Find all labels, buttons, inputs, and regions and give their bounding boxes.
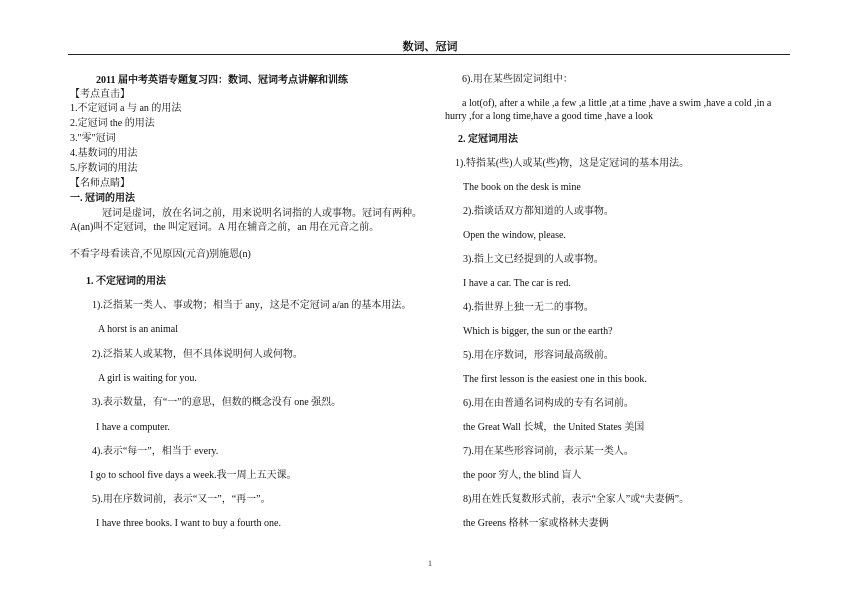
kaodian-item: 5.序数词的用法 — [70, 163, 138, 174]
example-sentence: The first lesson is the easiest one in this book. — [463, 374, 647, 385]
usage-point: 6).用在某些固定词组中： — [462, 74, 573, 85]
example-sentence: I have three books. I want to buy a fourth one. — [96, 518, 281, 529]
example-sentence: the Greens 格林一家或格林夫妻俩 — [463, 518, 609, 529]
intro-text: 冠词是虚词，放在名词之前，用来说明名词指的人或事物。冠词有两种。 — [102, 208, 422, 219]
example-sentence: I go to school five days a week.我一周上五天课。 — [90, 470, 297, 481]
example-sentence: Open the window, please. — [463, 230, 566, 241]
usage-point: 5).用在序数词前，表示“又一”，“再一”。 — [92, 494, 271, 505]
usage-point: 5).用在序数词，形容词最高级前。 — [463, 350, 614, 361]
subsection-heading: 1. 不定冠词的用法 — [86, 276, 166, 287]
subsection-heading: 2. 定冠词用法 — [458, 134, 518, 145]
document-title: 2011 届中考英语专题复习四：数词、冠词考点讲解和训练 — [96, 75, 348, 86]
example-sentence: Which is bigger, the sun or the earth? — [463, 326, 613, 337]
kaodian-item: 3."零"冠词 — [70, 133, 116, 144]
header-rule — [68, 54, 790, 55]
usage-point: 7).用在某些形容词前，表示某一类人。 — [463, 446, 634, 457]
section-heading: 一. 冠词的用法 — [70, 193, 135, 204]
usage-point: 2).指谈话双方都知道的人或事物。 — [463, 206, 614, 217]
kaodian-item: 2.定冠词 the 的用法 — [70, 118, 155, 129]
usage-point: 3).指上文已经提到的人或事物。 — [463, 254, 604, 265]
example-sentence: The book on the desk is mine — [463, 182, 581, 193]
kaodian-item: 1.不定冠词 a 与 an 的用法 — [70, 103, 182, 114]
kaodian-item: 4.基数词的用法 — [70, 148, 138, 159]
usage-point: 4).表示“每一”，相当于 every. — [92, 446, 219, 457]
usage-point: 6).用在由普通名词构成的专有名词前。 — [463, 398, 634, 409]
page-header-title: 数词、冠词 — [402, 41, 458, 53]
usage-point: 3).表示数量，有“一”的意思，但数的概念没有 one 强烈。 — [92, 397, 342, 408]
example-sentence: A girl is waiting for you. — [98, 373, 197, 384]
intro-text: A(an)叫不定冠词，the 叫定冠词。A 用在辅音之前，an 用在元音之前。 — [70, 222, 380, 233]
mingshi-heading: 【名师点睛】 — [70, 178, 130, 189]
usage-point: 2).泛指某人或某物，但不具体说明何人或何物。 — [92, 349, 303, 360]
usage-point: 1).特指某(些)人或某(些)物，这是定冠词的基本用法。 — [455, 158, 690, 169]
page-number: 1 — [428, 559, 432, 568]
rule-note: 不看字母看读音,不见原因(元音)别施恩(n) — [70, 249, 251, 260]
example-sentence: I have a car. The car is red. — [463, 278, 571, 289]
usage-point: 1).泛指某一类人、事或物；相当于 any，这是不定冠词 a/an 的基本用法。 — [92, 300, 412, 311]
usage-point: 4).指世界上独一无二的事物。 — [463, 302, 594, 313]
kaodian-heading: 【考点直击】 — [70, 89, 130, 100]
fixed-phrases: a lot(of), after a while ,a few ,a little ,at a time ,have a swim ,have a cold ,in a hurry ,for a long time,have a good time ,have a look — [445, 98, 772, 122]
example-sentence: the poor 穷人, the blind 盲人 — [463, 470, 582, 481]
usage-point: 8)用在姓氏复数形式前，表示“全家人”或“夫妻俩”。 — [463, 494, 690, 505]
example-sentence: A horst is an animal — [98, 324, 178, 335]
example-sentence: the Great Wall 长城，the United States 美国 — [463, 422, 645, 433]
example-sentence: I have a computer. — [96, 422, 170, 433]
